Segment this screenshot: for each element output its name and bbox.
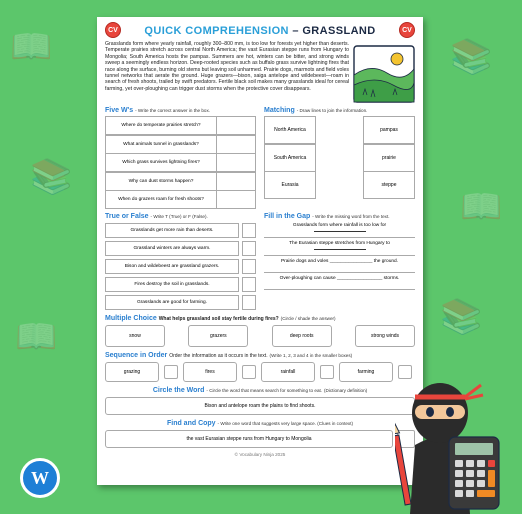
five-ws-section: [105, 107, 256, 209]
sequence-option: fires: [183, 362, 237, 382]
intro-section: [105, 41, 415, 103]
tf-answer-box[interactable]: [242, 241, 256, 256]
sequence-instruction: Order the information as it occurs in the text.: [169, 353, 268, 360]
choice-option[interactable]: grazers: [188, 325, 248, 347]
vocabulary-ninja-logo: W: [20, 458, 60, 498]
fill-gap-instruction: - Write the missing word from the text.: [312, 214, 390, 220]
find-copy-section: [105, 420, 415, 448]
gap-item[interactable]: Prairie dogs and voles ________________ the ground.: [264, 256, 415, 273]
multiple-choice-hint: (Circle / shade the answer): [280, 316, 336, 322]
match-right-item[interactable]: steppe: [363, 171, 415, 199]
circle-word-sentence[interactable]: Bison and antelope roam the plains to find shoots.: [105, 397, 415, 415]
circle-word-instruction: - Circle the word that means search for something to eat.: [206, 388, 323, 394]
ninja-calculator-icon: [395, 375, 505, 514]
fill-gap-section: [264, 213, 415, 310]
background-book-icon: 📚: [440, 298, 483, 336]
sequence-hint: (Write 1, 2, 3 and 4 in the smaller boxes): [269, 353, 353, 359]
background-book-icon: 📖: [15, 318, 58, 356]
true-false-title: True or False: [105, 213, 149, 221]
five-ws-row: Why can dust storms happen?: [105, 172, 256, 191]
match-right-item[interactable]: prairie: [363, 144, 415, 172]
sequence-title: Sequence in Order: [105, 352, 168, 360]
background-book-icon: 📚: [450, 38, 493, 76]
tf-answer-box[interactable]: [242, 295, 256, 310]
circle-word-section: [105, 387, 415, 415]
tf-row: Grasslands are good for farming.: [105, 295, 256, 310]
choice-option[interactable]: strong winds: [355, 325, 415, 347]
tf-row: Grassland winters are always warm.: [105, 241, 256, 256]
background-book-icon: 📖: [10, 28, 53, 66]
match-right-item[interactable]: pampas: [363, 116, 415, 144]
five-ws-row: What animals tunnel in grasslands?: [105, 135, 256, 154]
answer-box[interactable]: [217, 191, 255, 208]
brand-badge-right: CV: [399, 22, 415, 38]
tf-answer-box[interactable]: [242, 259, 256, 274]
find-copy-title: Find and Copy: [166, 420, 216, 428]
answer-box[interactable]: [217, 173, 255, 190]
background-book-icon: 📚: [30, 158, 73, 196]
sequence-number-box[interactable]: [164, 365, 178, 379]
grassland-landscape-icon: [353, 45, 415, 103]
answer-box[interactable]: [217, 136, 255, 153]
footer-copyright: © Vocabulary Ninja 2025: [234, 452, 286, 458]
gap-item[interactable]: Over-ploughing can cause _________________ storms.: [264, 273, 415, 290]
matching-section: [264, 107, 415, 209]
gap-item[interactable]: Grasslands form where rainfall is too low for: [264, 220, 415, 238]
five-ws-row: Which grass survives lightning fires?: [105, 153, 256, 172]
choice-option[interactable]: snow: [105, 325, 165, 347]
sequence-number-box[interactable]: [242, 365, 256, 379]
five-ws-instruction: - Write the correct answer in the box.: [135, 108, 211, 113]
worksheet-title: [105, 25, 415, 37]
find-copy-sentence: the vast Eurasian steppe runs from Hungary to Mongolia: [105, 430, 393, 448]
title-dash: –: [288, 25, 303, 37]
circle-word-title: Circle the Word: [152, 387, 205, 395]
tf-row: Bison and wildebeest are grassland grazers.: [105, 259, 256, 274]
sequence-option: farming: [339, 362, 393, 382]
true-false-section: [105, 213, 256, 310]
worksheet: [97, 17, 423, 485]
gap-item[interactable]: The Eurasian steppe stretches from Hungary to: [264, 238, 415, 256]
true-false-instruction: - Write T (True) or F (False).: [150, 214, 208, 220]
answer-box[interactable]: [217, 117, 255, 134]
multiple-choice-title: Multiple Choice: [105, 315, 157, 323]
tf-answer-box[interactable]: [242, 223, 256, 238]
circle-word-hint: (Dictionary definition): [324, 388, 368, 394]
multiple-choice-question: What helps grassland soil stay fertile during fires?: [158, 316, 279, 323]
match-left-item[interactable]: Eurasia: [264, 171, 316, 199]
sequence-option: rainfall: [261, 362, 315, 382]
title-part-2: GRASSLAND: [302, 25, 376, 37]
brand-badge-left: CV: [105, 22, 121, 38]
answer-box[interactable]: [217, 154, 255, 171]
tf-row: Grasslands get more rain than deserts.: [105, 223, 256, 238]
matching-instruction: - Draw lines to join the information.: [296, 108, 368, 113]
tf-row: Fires destroy the soil in grasslands.: [105, 277, 256, 292]
five-ws-row: Where do temperate prairies stretch?: [105, 116, 256, 135]
multiple-choice-section: [105, 315, 415, 347]
title-part-1: QUICK COMPREHENSION: [144, 25, 289, 37]
intro-text: Grasslands form where yearly rainfall, roughly 300–800 mm, is too low for forests yet higher than deserts. Temperate prairies stretch across central North America; the vast Eurasian steppe runs from Hungary to Mongolia; South America hosts the pampas. Summers are hot, winters can be bitter, and strong winds sweep a seemingly endless horizon. Deep-rooted species such as buffalo grass survive lightning fires that race along the surface, burning old stems but leaving soil unharmed. Prairie dogs, marmots and field voles tunnel networks that aerate the ground. Huge grazers—bison, saiga antelope and wildebeest—roam in search of fresh shoots, trailed by swift predators. Fertile black soil makes many grasslands ideal for cereal farming, yet over-ploughing can trigger dust storms when the protective cover disappears.: [105, 41, 349, 92]
choice-option[interactable]: deep roots: [272, 325, 332, 347]
match-left-item[interactable]: North America: [264, 116, 316, 144]
sequence-section: [105, 352, 415, 382]
sequence-option: grazing: [105, 362, 159, 382]
fill-gap-title: Fill in the Gap: [264, 213, 311, 221]
find-copy-instruction: - Write one word that suggests very large space. (Clues in context): [217, 421, 354, 427]
match-left-item[interactable]: South America: [264, 144, 316, 172]
five-ws-row: When do grazers roam for fresh shoots?: [105, 190, 256, 209]
sequence-number-box[interactable]: [320, 365, 334, 379]
background-book-icon: 📖: [460, 188, 503, 226]
tf-answer-box[interactable]: [242, 277, 256, 292]
matching-title: Matching: [264, 107, 295, 114]
five-ws-title: Five W's: [105, 107, 134, 114]
